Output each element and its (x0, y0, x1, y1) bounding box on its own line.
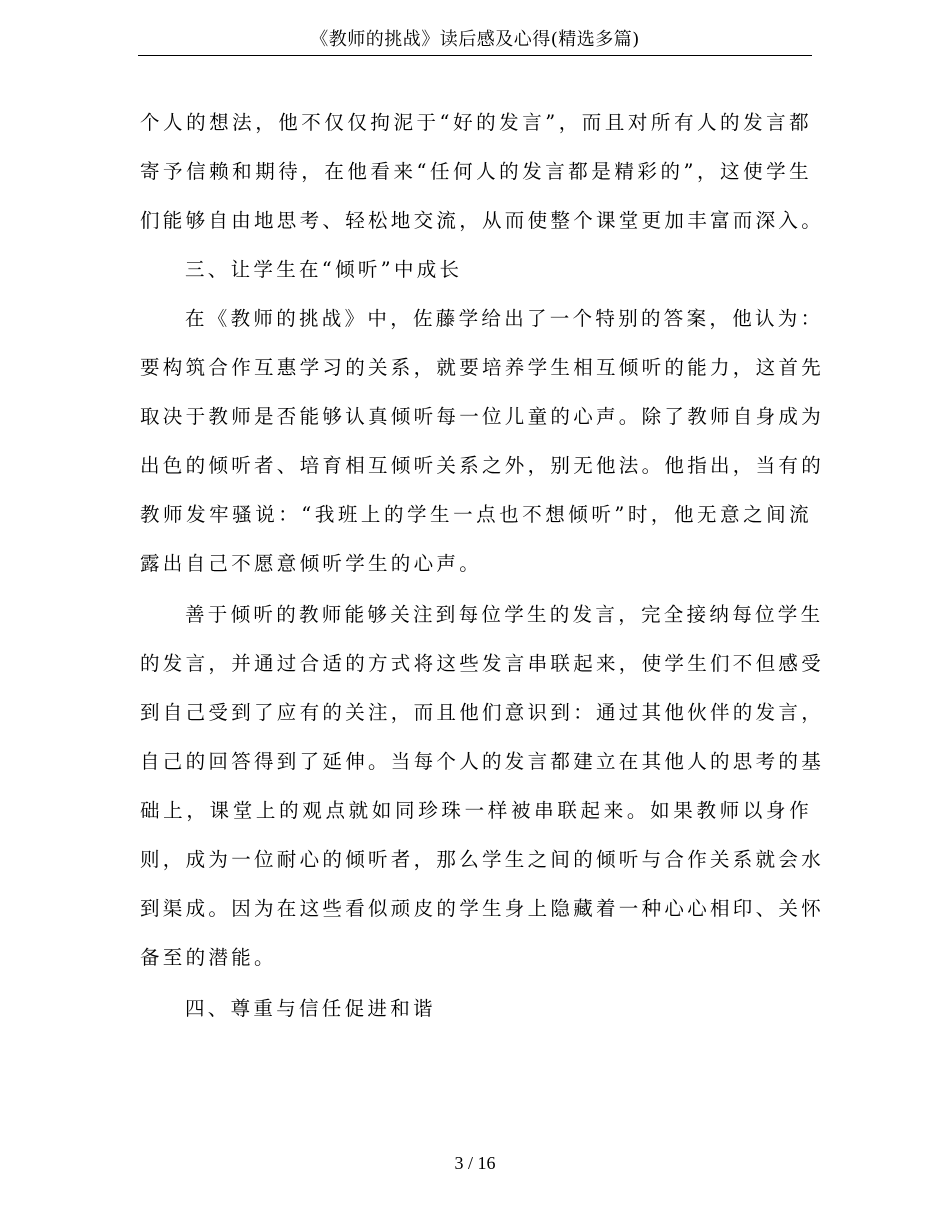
text-line: 备至的潜能。 (140, 946, 277, 969)
text-line: 到渠成。因为在这些看似顽皮的学生身上隐藏着一种心心相印、关怀 (140, 897, 825, 920)
header-divider (138, 55, 812, 56)
text-line: 则，成为一位耐心的倾听者，那么学生之间的倾听与合作关系就会水 (140, 848, 825, 871)
text-line: 础上，课堂上的观点就如同珍珠一样被串联起来。如果教师以身作 (140, 799, 812, 822)
text-line: 的发言，并通过合适的方式将这些发言串联起来，使学生们不但感受 (140, 652, 825, 675)
section-heading: 四、尊重与信任促进和谐 (185, 997, 436, 1020)
document-header-title: 《教师的挑战》读后感及心得(精选多篇) (310, 29, 640, 50)
text-line: 到自己受到了应有的关注，而且他们意识到：通过其他伙伴的发言， (140, 701, 825, 724)
text-line: 寄予信赖和期待，在他看来“任何人的发言都是精彩的”，这使学生 (140, 160, 812, 183)
text-line: 取决于教师是否能够认真倾听每一位儿童的心声。除了教师自身成为 (140, 405, 825, 428)
text-line: 善于倾听的教师能够关注到每位学生的发言，完全接纳每位学生 (185, 603, 824, 626)
page-number: 3 / 16 (454, 1153, 496, 1173)
text-line: 露出自己不愿意倾听学生的心声。 (140, 552, 483, 575)
text-line: 要构筑合作互惠学习的关系，就要培养学生相互倾听的能力，这首先 (140, 356, 825, 379)
text-line: 教师发牢骚说：“我班上的学生一点也不想倾听”时，他无意之间流 (140, 503, 812, 526)
text-line: 自己的回答得到了延伸。当每个人的发言都建立在其他人的思考的基 (140, 750, 825, 773)
text-line: 在《教师的挑战》中，佐藤学给出了一个特别的答案，他认为： (185, 307, 824, 330)
text-line: 个人的想法，他不仅仅拘泥于“好的发言”，而且对所有人的发言都 (140, 111, 812, 134)
section-heading: 三、让学生在“倾听”中成长 (185, 258, 463, 281)
text-line: 们能够自由地思考、轻松地交流，从而使整个课堂更加丰富而深入。 (140, 209, 825, 232)
text-line: 出色的倾听者、培育相互倾听关系之外，别无他法。他指出，当有的 (140, 454, 825, 477)
